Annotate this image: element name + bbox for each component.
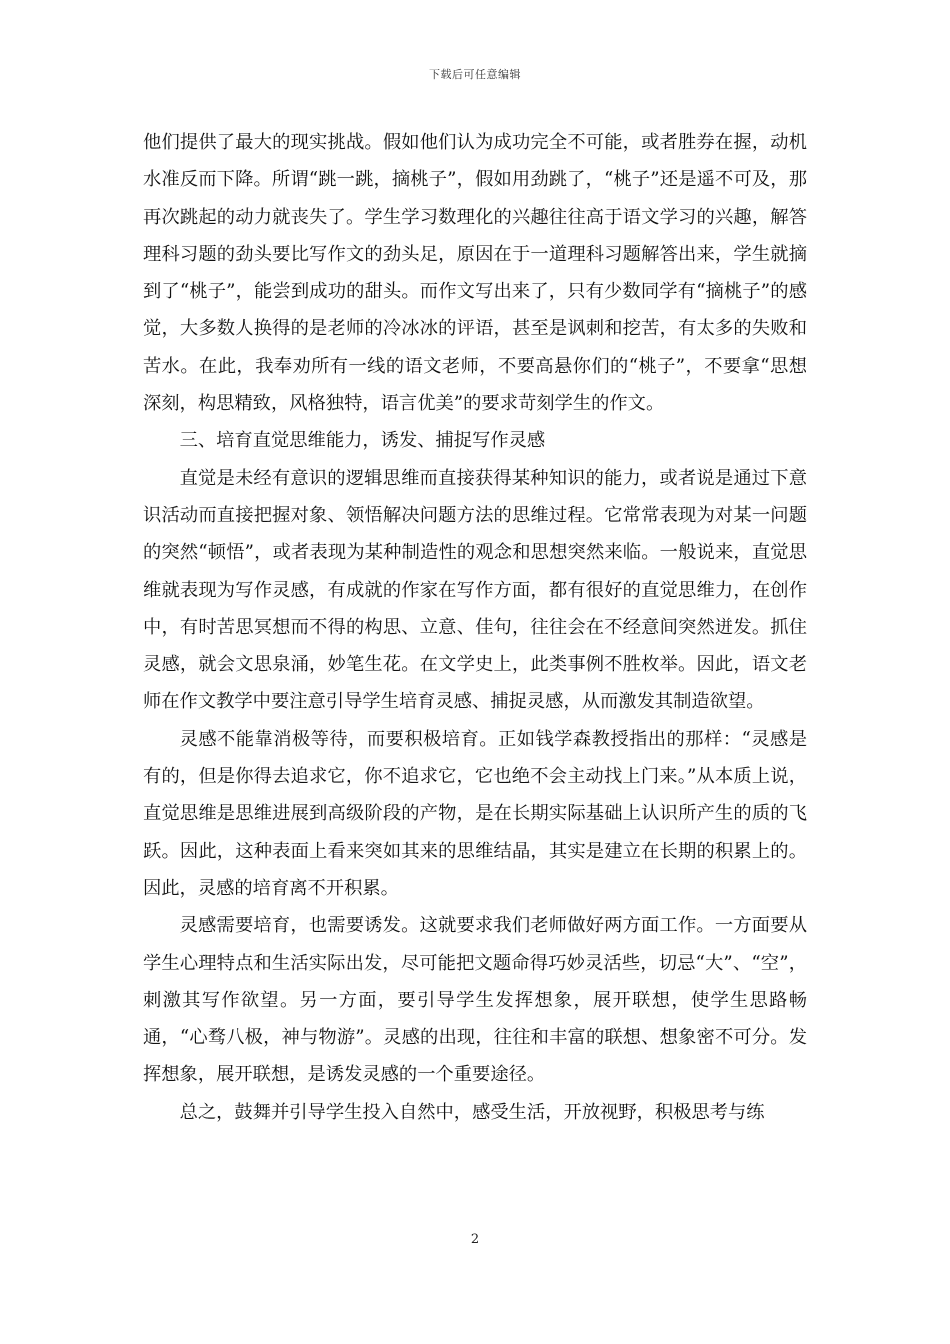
section-heading: 三、培育直觉思维能力，诱发、捕捉写作灵感 [179,430,546,452]
paragraph-continuation: 他们提供了最大的现实挑战。假如他们认为成功完全不可能，或者胜券在握，动机水准反而下降。所谓“跳一跳，摘桃子”，假如用劲跳了，“桃子”还是遥不可及，那再次跳起的动力就丧失了。学生学习数理化的兴趣往往高于语文学习的兴趣，解答理科习题的劲头要比写作文的劲头足，原因在于一道理科习题解答出来，学生就摘到了“桃子”，能尝到成功的甜头。而作文写出来了，只有少数同学有“摘桃子”的感觉，大多数人换得的是老师的冷冰冰的评语，甚至是讽刺和挖苦，有太多的失败和苦水。在此，我奉劝所有一线的语文老师，不要高悬你们的“桃子”，不要拿“思想深刻，构思精致，风格独特，语言优美”的要求苛刻学生的作文。 [143,132,807,415]
paragraph-cultivation: 灵感不能靠消极等待，而要积极培育。正如钱学森教授指出的那样：“灵感是有的，但是你得去追求它，你不追求它，它也绝不会主动找上门来。”从本质上说，直觉思维是思维进展到高级阶段的产物，是在长期实际基础上认识所产生的质的飞跃。因此，这种表面上看来突如其来的思维结晶，其实是建立在长期的积累上的。因此，灵感的培育离不开积累。 [143,728,807,899]
paragraph-intuition: 直觉是未经有意识的逻辑思维而直接获得某种知识的能力，或者说是通过下意识活动而直接把握对象、领悟解决问题方法的思维过程。它常常表现为对某一问题的突然“顿悟”，或者表现为某种制造性的观念和思想突然来临。一般说来，直觉思维就表现为写作灵感，有成就的作家在写作方面，都有很好的直觉思维力，在创作中，有时苦思冥想而不得的构思、立意、佳句，往往会在不经意间突然迸发。抓住灵感，就会文思泉涌，妙笔生花。在文学史上，此类事例不胜枚举。因此，语文老师在作文教学中要注意引导学生培育灵感、捕捉灵感，从而激发其制造欲望。 [143,467,807,713]
page-number: 2 [470,1232,480,1247]
paragraph-conclusion: 总之，鼓舞并引导学生投入自然中，感受生活，开放视野，积极思考与练 [179,1101,765,1123]
paragraph-inducement: 灵感需要培育，也需要诱发。这就要求我们老师做好两方面工作。一方面要从学生心理特点和生活实际出发，尽可能把文题命得巧妙灵活些，切忌“大”、“空”，刺激其写作欲望。另一方面，要引导学生发挥想象，展开联想，使学生思路畅通，“心骛八极，神与物游”。灵感的出现，往往和丰富的联想、想象密不可分。发挥想象，展开联想，是诱发灵感的一个重要途径。 [143,915,807,1086]
page-header-note: 下载后可任意编辑 [429,68,521,81]
document-body [143,124,807,1131]
